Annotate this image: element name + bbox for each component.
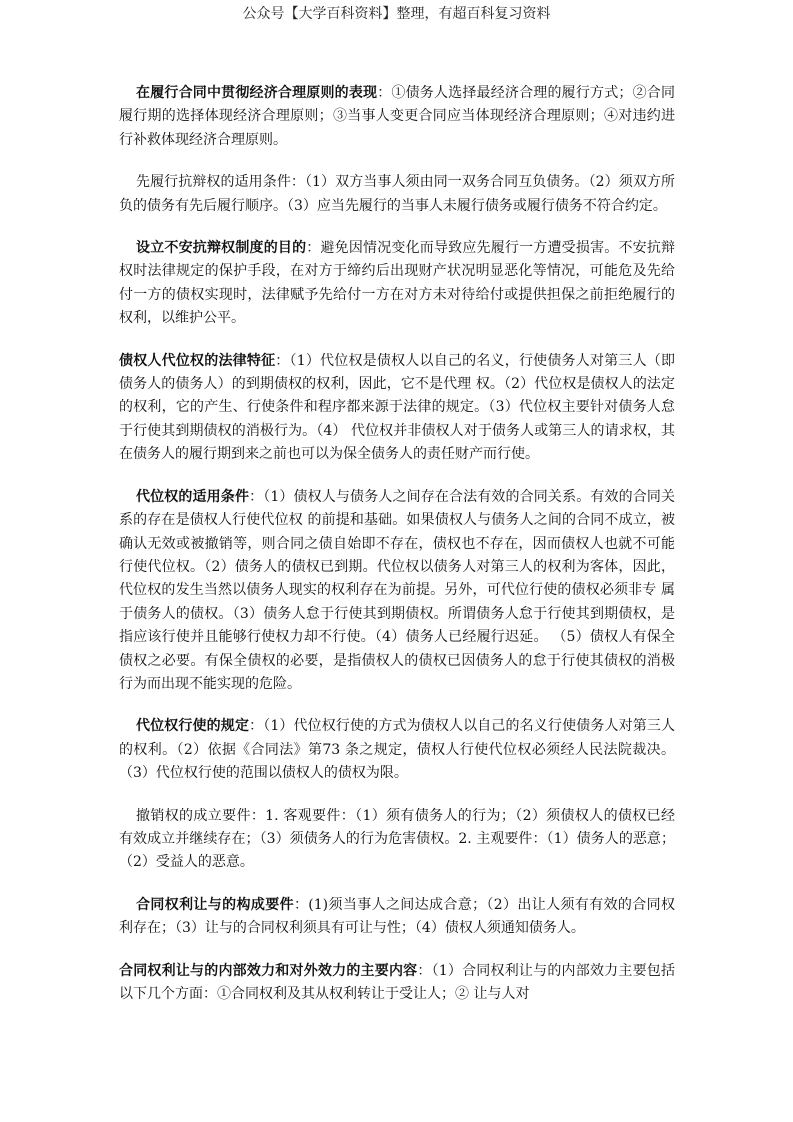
paragraph-text: ：避免因情况变化而导致应先履行一方遭受损害。不安抗辩权时法律规定的保护手段，在对方于缔约后出现财产状况明显恶化等情况，可能危及先给付一方的债权实现时，法律赋予先给付一方在对方未对待给付或提供担保之前拒绝履行的权利，以维护公平。: [119, 240, 676, 327]
paragraph-subrogation-features: [119, 350, 675, 467]
paragraph-heading: 设立不安抗辩权制度的目的: [136, 240, 307, 257]
paragraph-subrogation-conditions: [119, 486, 675, 697]
paragraph-prior-performance-defense: [119, 171, 675, 218]
paragraph-text: ：(1)须当事人之间达成合意；（2）出让人须有有效的合同权利存在；（3）让与的合同权利须具有可让与性；（4）债权人须通知债务人。: [119, 896, 676, 937]
paragraph-text: ：（1）代位权是债权人以自己的名义，行使债务人对第三人（即债务人的债务人）的到期债权的权利，因此，它不是代理 权。（2）代位权是债权人的法定的权利，它的产生、行使条件和程序都来源于法律的规定。（3）代位权主要针对债务人怠于行使其到期债权的消极行为。（4） 代位权并非债权人对于债务人或第三人的请求权，其在债务人的履行期到来之前也可以为保全债务人的责任财产而行使。: [119, 352, 676, 463]
paragraph-text: ：（1）合同权利让与的内部效力主要包括以下几个方面：①合同权利及其从权利转让于受让人；② 让与人对: [119, 962, 676, 1002]
paragraph-heading: 代位权行使的规定: [136, 718, 250, 735]
paragraph-unsafe-defense-purpose: [119, 237, 675, 331]
paragraph-heading: 合同权利让与的构成要件: [136, 896, 294, 913]
page-header: 公众号【大学百科资料】整理，有超百科复习资料: [242, 6, 551, 22]
paragraph-assignment-effects: [119, 960, 675, 1007]
paragraph-revocation-requirements: [119, 805, 675, 875]
paragraph-text: 撤销权的成立要件：1. 客观要件：（1）须有债务人的行为；（2）须债权人的债权已经有效成立并继续存在；（3）须债务人的行为危害债权。2. 主观要件：（1）债务人的恶意；（2）受益人的恶意。: [119, 807, 675, 871]
paragraph-text: ：（1）债权人与债务人之间存在合法有效的合同关系。有效的合同关系的存在是债权人行使代位权 的前提和基础。如果债权人与债务人之间的合同不成立，被确认无效或被撤销等，则合同之债自始即不存在，债权也不存在，因而债权人也就不可能行使代位权。（2）债务人的债权已到期。代位权以债务人对第三人的权利为客体，因此，代位权的发生当然以债务人现实的权利存在为前提。另外，可代位行使的债权必须非专 属于债务人的债权。（3）债务人怠于行使其到期债权。所谓债务人怠于行使其到期债权，是指应该行使并且能够行使权力却不行使。（4）债务人已经履行迟延。 （5）债权人有保全债权之必要。有保全债权的必要，是指债权人的债权已因债务人的怠于行使其债权的消极行为而出现不能实现的危险。: [119, 488, 676, 692]
document-body: [119, 82, 675, 1025]
paragraph-economic-rationality: [119, 82, 675, 152]
paragraph-text: ：（1）代位权行使的方式为债权人以自己的名义行使债务人对第三人的权利。（2）依据《合同法》第73 条之规定，债权人行使代位权必须经人民法院裁决。（3）代位权行使的范围以债权人的债权为限。: [119, 718, 676, 782]
paragraph-heading: 债权人代位权的法律特征: [119, 352, 276, 369]
paragraph-text: 先履行抗辩权的适用条件：（1）双方当事人须由同一双务合同互负债务。（2）须双方所负的债务有先后履行顺序。（3）应当先履行的当事人未履行债务或履行债务不符合约定。: [119, 174, 675, 214]
paragraph-heading: 代位权的适用条件: [136, 488, 250, 505]
paragraph-text: ：①债务人选择最经济合理的履行方式；②合同履行期的选择体现经济合理原则；③当事人变更合同应当体现经济合理原则；④对违约进行补救体现经济合理原则。: [119, 85, 676, 148]
paragraph-heading: 在履行合同中贯彻经济合理原则的表现: [136, 85, 378, 101]
paragraph-subrogation-exercise: [119, 715, 675, 785]
paragraph-heading: 合同权利让与的内部效力和对外效力的主要内容: [119, 962, 418, 979]
paragraph-assignment-requirements: [119, 894, 675, 941]
